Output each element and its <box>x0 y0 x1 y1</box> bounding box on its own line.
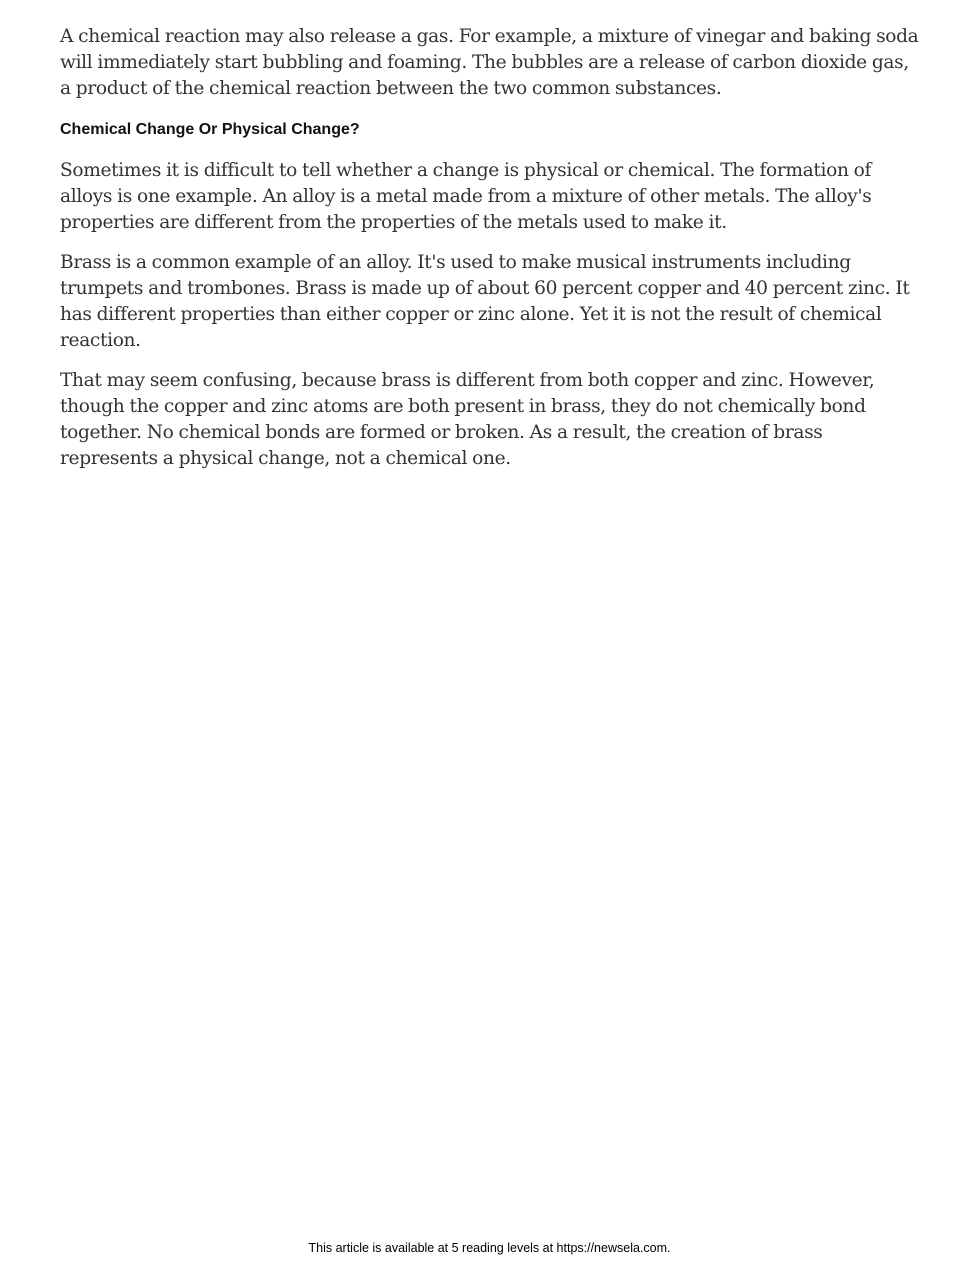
article-body <box>60 24 922 486</box>
paragraph-brass: Brass is a common example of an alloy. It's used to make musical instruments including trumpets and trombones. Brass is made up of about 60 percent copper and 40 percent zinc. It has different properties than either copper or zinc alone. Yet it is not the result of chemical reaction. <box>60 252 910 351</box>
paragraph-physical-change: That may seem confusing, because brass is different from both copper and zinc. However, though the copper and zinc atoms are both present in brass, they do not chemically bond together. No chemical bonds are formed or broken. As a result, the creation of brass represents a physical change, not a chemical one. <box>60 370 875 469</box>
page-footer: This article is available at 5 reading levels at https://newsela.com. <box>308 1241 671 1255</box>
paragraph-gas-release: A chemical reaction may also release a gas. For example, a mixture of vinegar and baking soda will immediately start bubbling and foaming. The bubbles are a release of carbon dioxide gas, a product of the chemical reaction between the two common substances. <box>60 26 919 99</box>
paragraph-alloys: Sometimes it is difficult to tell whether a change is physical or chemical. The formation of alloys is one example. An alloy is a metal made from a mixture of other metals. The alloy's properties are different from the properties of the metals used to make it. <box>60 160 872 233</box>
section-heading: Chemical Change Or Physical Change? <box>60 121 360 138</box>
